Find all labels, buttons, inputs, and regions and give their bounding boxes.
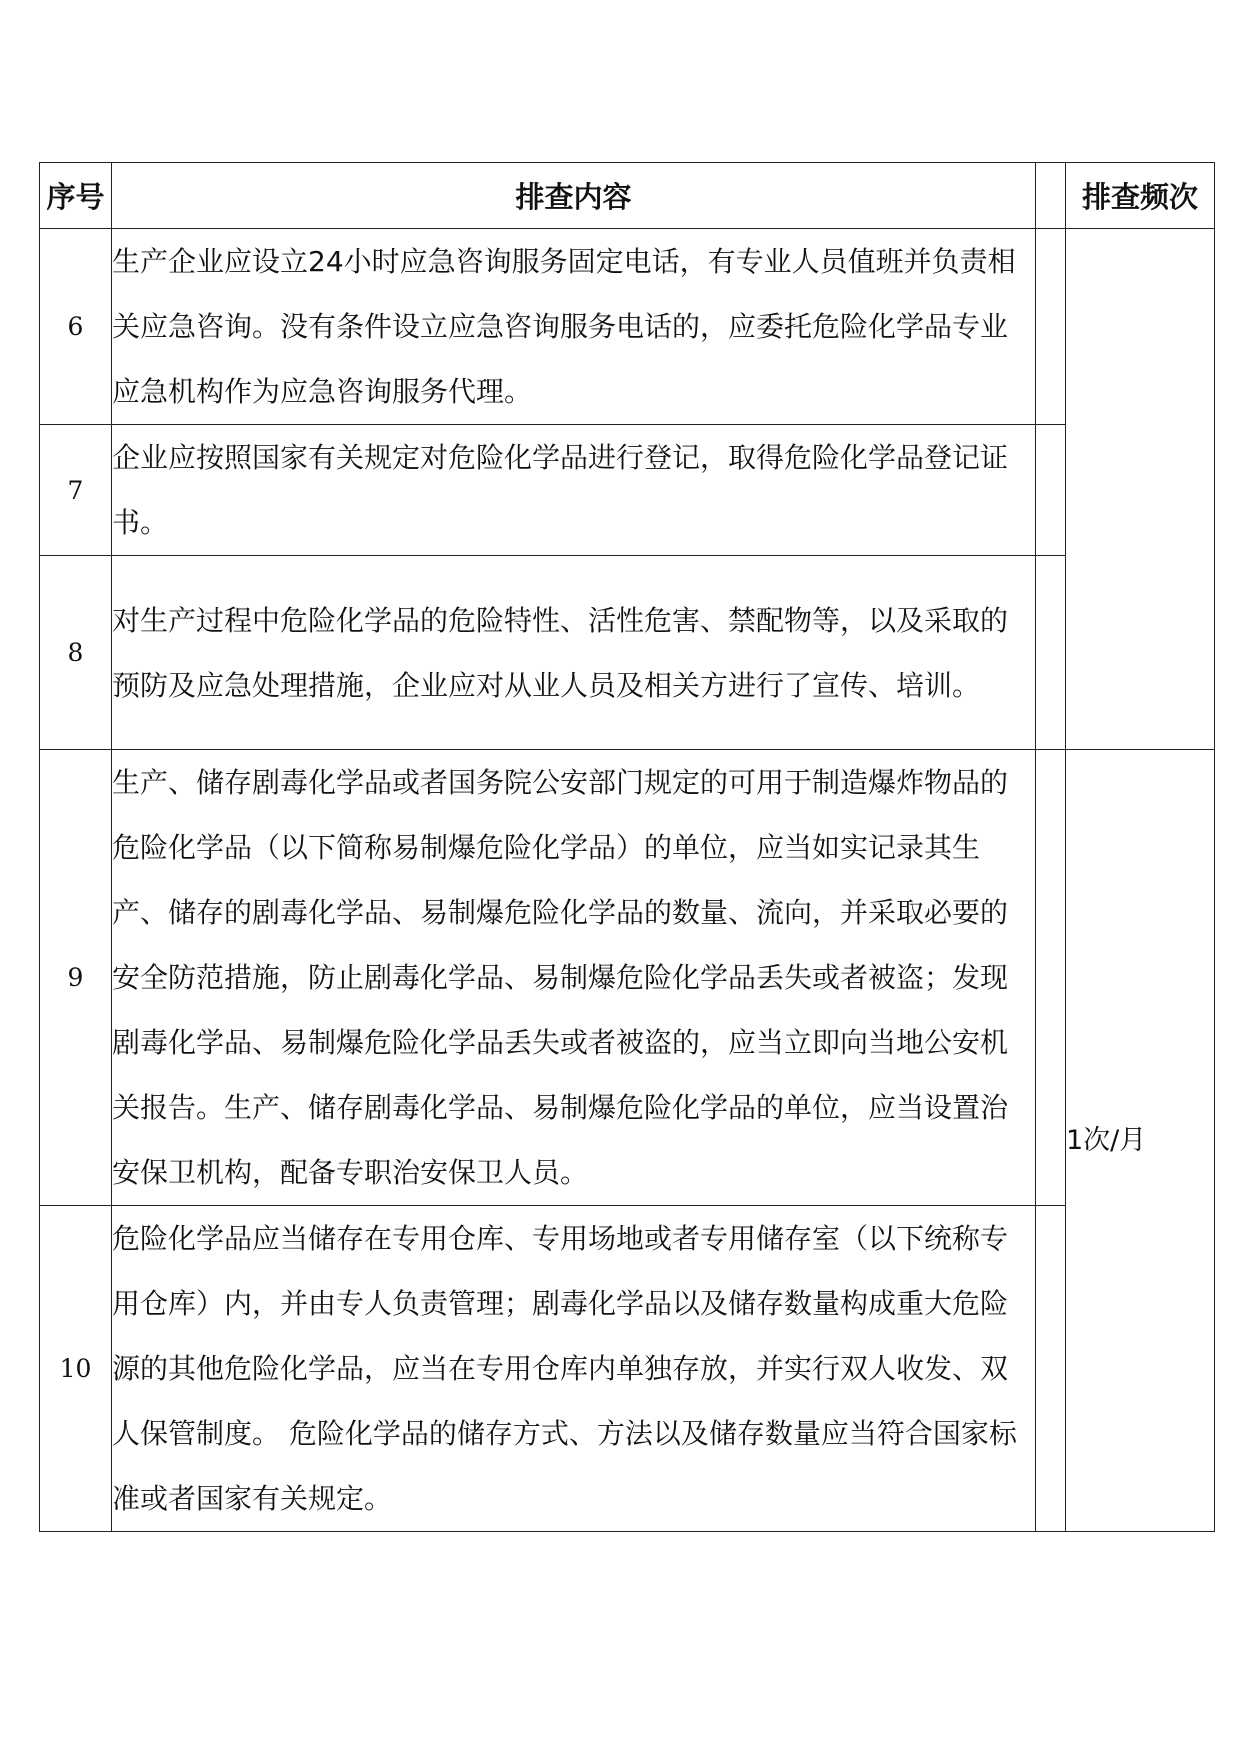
row-blank-cell [1036, 750, 1066, 1206]
row-content: 生产、储存剧毒化学品或者国务院公安部门规定的可用于制造爆炸物品的危险化学品（以下简称易制爆危险化学品）的单位，应当如实记录其生产、储存的剧毒化学品、易制爆危险化学品的数量、流向，并采取必要的安全防范措施，防止剧毒化学品、易制爆危险化学品丢失或者被盗；发现剧毒化学品、易制爆危险化学品丢失或者被盗的，应当立即向当地公安机关报告。生产、储存剧毒化学品、易制爆危险化学品的单位，应当设置治安保卫机构，配备专职治安保卫人员。 [112, 750, 1036, 1206]
row-content: 生产企业应设立24小时应急咨询服务固定电话，有专业人员值班并负责相关应急咨询。没有条件设立应急咨询服务电话的，应委托危险化学品专业应急机构作为应急咨询服务代理。 [112, 229, 1036, 425]
row-content: 企业应按照国家有关规定对危险化学品进行登记，取得危险化学品登记证书。 [112, 425, 1036, 556]
frequency-value: 1次/月 [1066, 1124, 1147, 1156]
row-content: 危险化学品应当储存在专用仓库、专用场地或者专用储存室（以下统称专用仓库）内，并由专人负责管理；剧毒化学品以及储存数量构成重大危险源的其他危险化学品，应当在专用仓库内单独存放，并实行双人收发、双人保管制度。 危险化学品的储存方式、方法以及储存数量应当符合国家标准或者国家有关规定。 [112, 1206, 1036, 1532]
row-index: 10 [40, 1206, 112, 1532]
table-row [40, 750, 1215, 1206]
inspection-table [39, 162, 1215, 1532]
header-index: 序号 [40, 163, 112, 229]
frequency-cell-group-b [1066, 750, 1215, 1532]
table-row [40, 229, 1215, 425]
header-content: 排查内容 [112, 163, 1036, 229]
row-index: 8 [40, 556, 112, 750]
table-row [40, 556, 1215, 750]
row-blank-cell [1036, 229, 1066, 425]
header-blank [1036, 163, 1066, 229]
table-row [40, 1206, 1215, 1532]
row-blank-cell [1036, 1206, 1066, 1532]
row-content: 对生产过程中危险化学品的危险特性、活性危害、禁配物等，以及采取的预防及应急处理措施，企业应对从业人员及相关方进行了宣传、培训。 [112, 556, 1036, 750]
header-frequency: 排查频次 [1066, 163, 1215, 229]
row-index: 6 [40, 229, 112, 425]
table-header-row [40, 163, 1215, 229]
table-row [40, 425, 1215, 556]
row-index: 7 [40, 425, 112, 556]
row-blank-cell [1036, 425, 1066, 556]
row-blank-cell [1036, 556, 1066, 750]
frequency-cell-group-a [1066, 229, 1215, 750]
row-index: 9 [40, 750, 112, 1206]
